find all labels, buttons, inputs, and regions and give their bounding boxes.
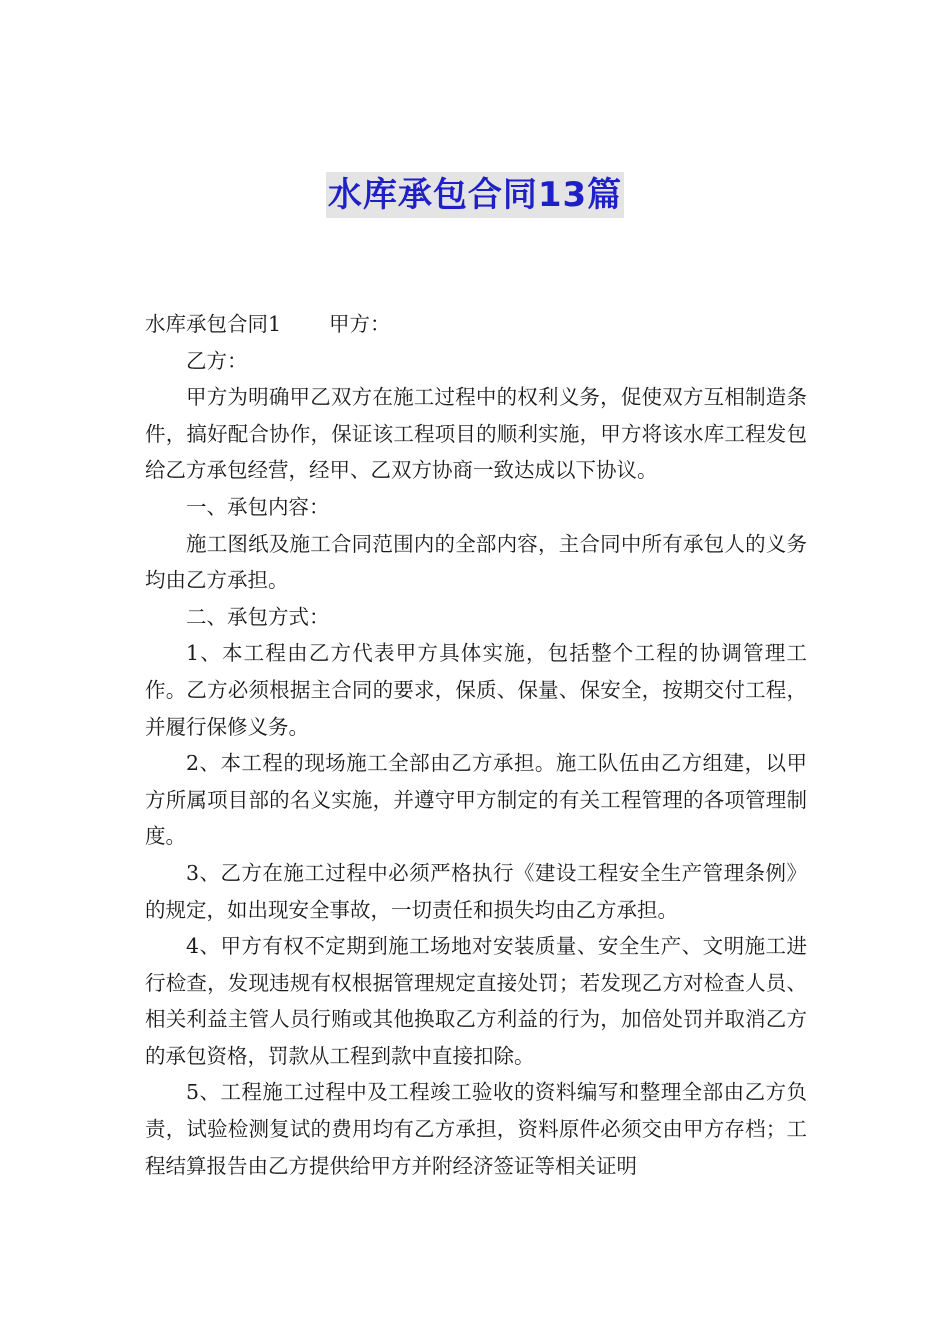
paragraph-clause-4: 4、甲方有权不定期到施工场地对安装质量、安全生产、文明施工进行检查，发现违规有权根据管理规定直接处罚；若发现乙方对检查人员、相关利益主管人员行贿或其他换取乙方利益的行为，加倍处罚并取消乙方的承包资格，罚款从工程到款中直接扣除。 — [145, 934, 807, 1068]
paragraph-clause-3: 3、乙方在施工过程中必须严格执行《建设工程安全生产管理条例》的规定，如出现安全事故，一切责任和损失均由乙方承担。 — [145, 860, 807, 922]
paragraph-clause-1: 1、本工程由乙方代表甲方具体实施，包括整个工程的协调管理工作。乙方必须根据主合同的要求，保质、保量、保安全，按期交付工程，并履行保修义务。 — [145, 641, 807, 739]
party-a-label: 甲方： — [329, 312, 391, 336]
paragraph-content: 施工图纸及施工合同范围内的全部内容，主合同中所有承包人的义务均由乙方承担。 — [145, 531, 807, 593]
title-block — [0, 172, 950, 218]
paragraph-preamble: 甲方为明确甲乙双方在施工过程中的权利义务，促使双方互相制造条件，搞好配合协作，保证该工程项目的顺利实施，甲方将该水库工程发包给乙方承包经营，经甲、乙双方协商一致达成以下协议。 — [145, 385, 807, 483]
section-heading-content: 一、承包内容： — [186, 494, 330, 519]
heading-line — [145, 306, 807, 343]
contract-heading: 水库承包合同1 — [145, 312, 282, 336]
document-body — [145, 306, 807, 1184]
section-heading-method: 二、承包方式： — [186, 604, 330, 629]
paragraph-clause-2: 2、本工程的现场施工全部由乙方承担。施工队伍由乙方组建，以甲方所属项目部的名义实施，并遵守甲方制定的有关工程管理的各项管理制度。 — [145, 751, 807, 849]
paragraph-party-b: 乙方： — [186, 348, 248, 373]
document-title: 水库承包合同13篇 — [326, 172, 624, 218]
paragraph-clause-5: 5、工程施工过程中及工程竣工验收的资料编写和整理全部由乙方负责，试验检测复试的费用均有乙方承担，资料原件必须交由甲方存档；工程结算报告由乙方提供给甲方并附经济签证等相关证明 — [145, 1080, 807, 1178]
